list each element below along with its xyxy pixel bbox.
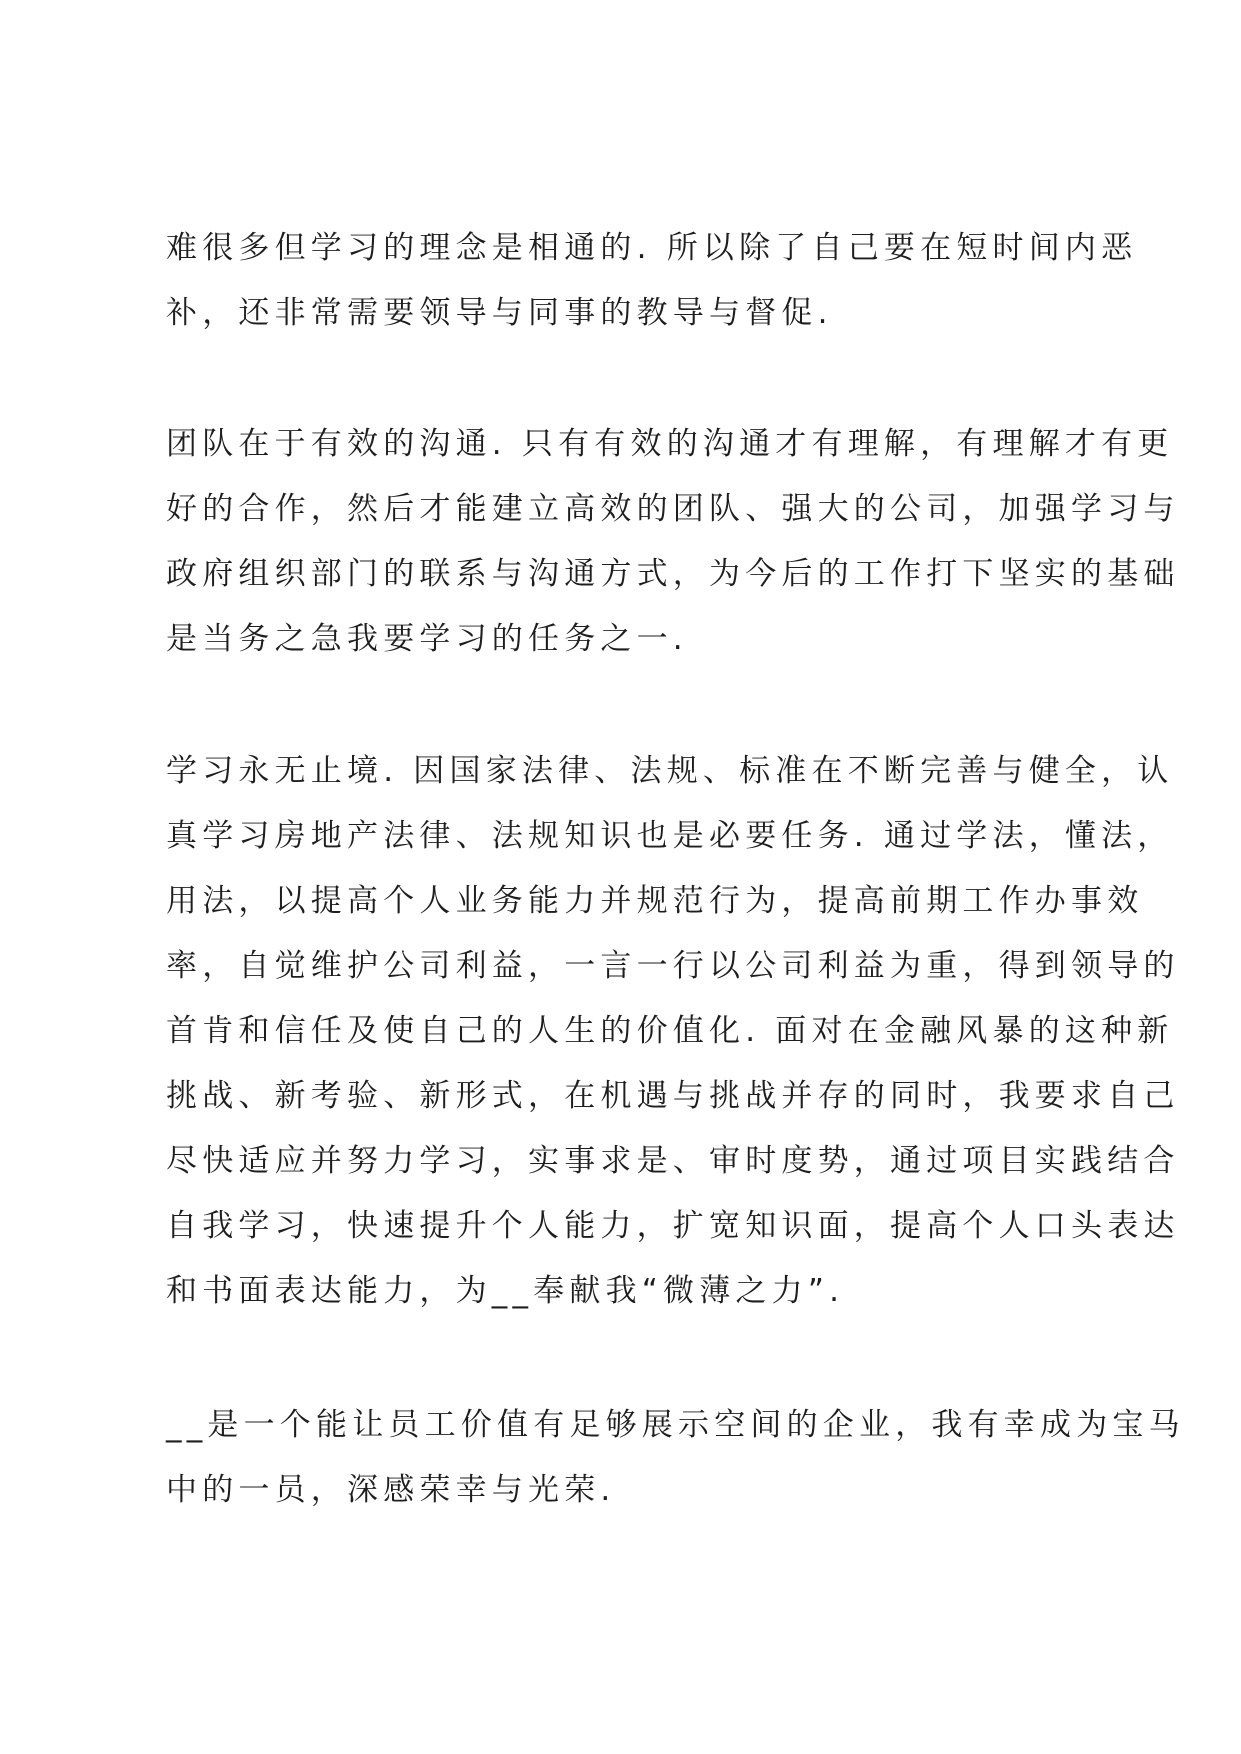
text-line: 是当务之急我要学习的任务之一. — [166, 621, 688, 657]
text-line: 政府组织部门的联系与沟通方式，为今后的工作打下坚实的基础 — [166, 556, 1180, 592]
paragraph-team-communication — [166, 412, 1180, 672]
text-line: 和书面表达能力，为__奉献我“微薄之力”. — [166, 1273, 845, 1309]
text-line: __是一个能让员工价值有足够展示空间的企业，我有幸成为宝马 — [166, 1407, 1185, 1443]
text-line: 好的合作，然后才能建立高效的团队、强大的公司，加强学习与 — [166, 491, 1180, 527]
text-line: 自我学习，快速提升个人能力，扩宽知识面，提高个人口头表达 — [166, 1208, 1180, 1244]
text-line: 团队在于有效的沟通. 只有有效的沟通才有理解，有理解才有更 — [166, 426, 1174, 462]
text-line: 难很多但学习的理念是相通的. 所以除了自己要在短时间内恶 — [166, 230, 1138, 266]
paragraph-company-pride — [166, 1393, 1185, 1523]
text-line: 真学习房地产法律、法规知识也是必要任务. 通过学法，懂法， — [166, 818, 1174, 854]
text-line: 尽快适应并努力学习，实事求是、审时度势，通过项目实践结合 — [166, 1143, 1180, 1179]
text-line: 中的一员，深感荣幸与光荣. — [166, 1472, 616, 1508]
text-line: 首肯和信任及使自己的人生的价值化. 面对在金融风暴的这种新 — [166, 1013, 1174, 1049]
text-line: 学习永无止境. 因国家法律、法规、标准在不断完善与健全，认 — [166, 753, 1174, 789]
text-line: 用法，以提高个人业务能力并规范行为，提高前期工作办事效 — [166, 883, 1144, 919]
text-line: 率，自觉维护公司利益，一言一行以公司利益为重，得到领导的 — [166, 948, 1180, 984]
paragraph-learning-concept — [166, 216, 1138, 346]
text-line: 挑战、新考验、新形式，在机遇与挑战并存的同时，我要求自己 — [166, 1078, 1180, 1114]
paragraph-endless-learning — [166, 739, 1180, 1324]
text-line: 补，还非常需要领导与同事的教导与督促. — [166, 295, 833, 331]
